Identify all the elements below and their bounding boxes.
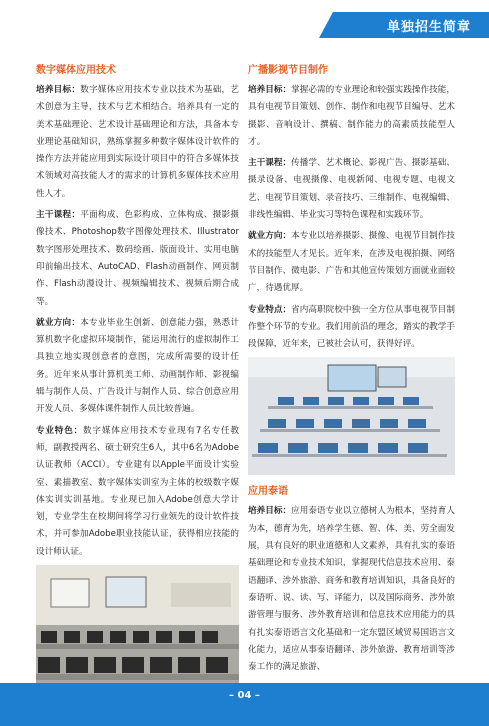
label: 专业特点： xyxy=(248,304,292,315)
label: 培养目标： xyxy=(248,506,292,517)
paragraph-feature xyxy=(248,302,455,354)
page-title: 单独招生简章 xyxy=(386,20,471,35)
right-column xyxy=(248,62,455,680)
label: 培养目标： xyxy=(248,85,292,95)
text: 平面构成、色彩构成、立体构成、摄影摄像技术、Photoshop数字图像处理技术、Illustrator数字图形处理技术、数码绘画、版面设计、实用电脑印前输出技术、AutoCAD、Flash动画制作、网页制作、Flash动漫设计、视频编辑技术、视频后期合成等。 xyxy=(36,210,239,307)
left-column xyxy=(36,62,239,713)
label: 主干课程： xyxy=(248,158,292,169)
text: 掌握必需的专业理论和较强实践操作技能，具有电视节目策划、创作、制作和电视节目编导、艺术摄影、音响设计、撰稿、制作能力的高素质技能型人才。 xyxy=(248,85,455,147)
paragraph-goal xyxy=(36,82,239,203)
studio-rendering-image xyxy=(248,357,455,475)
paragraph-thai-goal xyxy=(248,503,455,676)
text: 数字媒体应用技术专业现有7名专任教师，副教授两名、硕士研究生6人，其中6名为Adobe认证教师（ACCI）。专业建有以Apple平面设计实验室、素描教室、数字媒体实训室为主体的校级数字媒体实训实训基地。专业现已加入Adobe创意大学计划，专业学生在校期间将学习行业领先的设计软件技术，并可参加Adobe职业技能认证，获得相应技能的设计师认证。 xyxy=(36,425,239,557)
text: 本专业以培养摄影、摄像、电视节目制作技术的技能型人才见长。近年来，在涉及电视拍摄、网络节目制作、微电影、广告和其他宣传策划方面就业面较广，待遇优厚。 xyxy=(248,231,455,294)
label: 专业特色： xyxy=(36,425,84,436)
text: 传播学、艺术概论、影视广告、摄影基础、摄录设备、电视摄像、电视新闻、电视专题、电视文艺、电视节目策划、录音技巧、三维制作、电视编辑、非线性编辑、毕业实习等特色课程和实践环节。 xyxy=(248,158,455,221)
text: 应用泰语专业以立德树人为根本，坚持育人为本，德育为先，培养学生德、智、体、美、劳全面发展，具有良好的职业道德和人文素养，具有扎实的泰语基础理论和专业技术知识，掌握现代信息技术应用、泰语翻译、涉外旅游、商务和教育培训知识，具备良好的泰语听、说、读、写、译能力，以及国际商务、涉外旅游管理与服务、涉外教育培训和信息技术应用能力的具有扎实泰语语言文化基础和一定东盟区域贸易国语言文化能力，适应从事泰语翻译、涉外旅游、教育培训等涉泰工作的满足旅游、 xyxy=(248,506,455,673)
section-heading-thai: 应用泰语 xyxy=(248,486,288,498)
section-heading-digital-media: 数字媒体应用技术 xyxy=(36,65,116,76)
paragraph-goal xyxy=(248,82,455,151)
label: 主干课程： xyxy=(36,210,81,221)
paragraph-courses xyxy=(36,207,239,311)
text: 数字媒体应用技术专业以技术为基础，艺术创意为主导，技术与艺术相结合。培养具有一定的美术基础理论、艺术设计基础理论和方法，具备本专业理论基础知识，熟练掌握多种数字媒体设计软件的操作方法并能应用到实际设计项目中的符合多媒体技术领域对高技能人才的需求的计算机多媒体技术应用性人才。 xyxy=(36,85,239,199)
paragraph-courses xyxy=(248,155,455,224)
section-heading-broadcast: 广播影视节目制作 xyxy=(248,65,328,76)
paragraph-feature xyxy=(36,423,239,561)
paragraph-career xyxy=(248,228,455,297)
text: 本专业毕业生创新、创意能力强，熟悉计算机数字化虚拟环境制作，能运用流行的虚拟制作工具独立地实现创意者的意图，完成所需要的设计任务。近年来从事计算机美工师、动画制作师、影视编辑与制作人员、广告设计与制作人员、综合创意应用开发人员、多媒体课件制作人员比较普遍。 xyxy=(36,317,239,415)
paragraph-career xyxy=(36,315,239,419)
label: 就业方向： xyxy=(36,317,81,328)
label: 就业方向： xyxy=(248,231,292,242)
page-number: – 04 – xyxy=(229,690,260,701)
top-header xyxy=(0,0,489,50)
text: 省内高职院校中独一全方位从事电视节目制作整个环节的专业。我们用前沿的理念，踏实的教学手段保障，近年来，已被社会认可，获得好评。 xyxy=(248,304,455,350)
label: 培养目标： xyxy=(36,85,81,95)
